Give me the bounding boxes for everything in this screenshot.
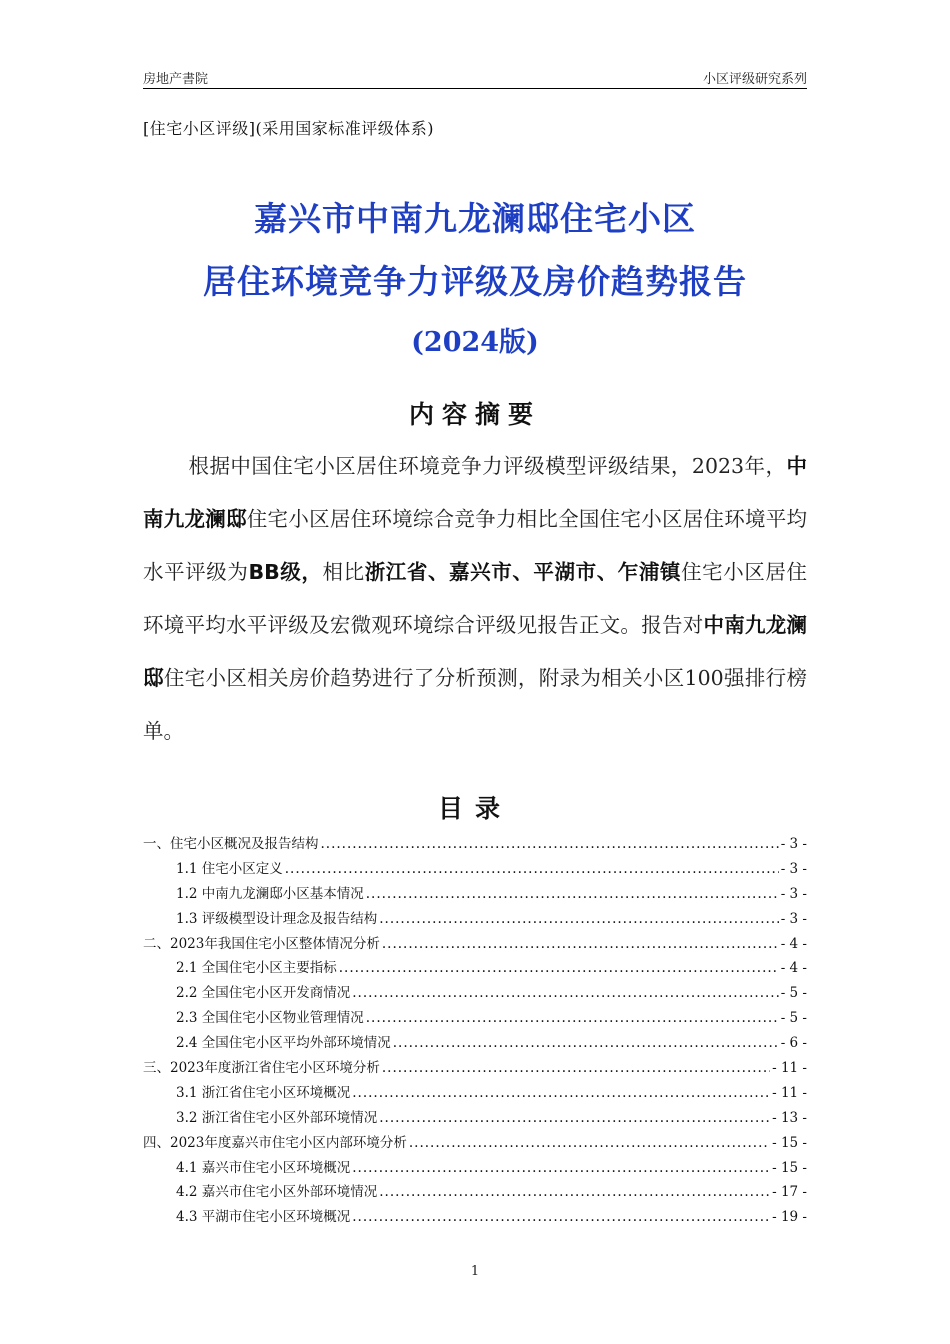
- toc-entry[interactable]: [143, 932, 807, 957]
- toc-entry-label: 4.3 平湖市住宅小区环境概况: [176, 1209, 351, 1226]
- toc-entry[interactable]: [143, 1081, 807, 1106]
- toc-leader-dots: [352, 1085, 770, 1101]
- toc-leader-dots: [379, 911, 778, 927]
- toc-entry[interactable]: [143, 1156, 807, 1181]
- toc-leader-dots: [379, 1110, 770, 1126]
- toc-entry-page: - 17 -: [772, 1184, 807, 1201]
- toc-entry-page: - 19 -: [772, 1209, 807, 1226]
- toc-entry-label: 四、2023年度嘉兴市住宅小区内部环境分析: [143, 1134, 407, 1151]
- header-publisher: 房地产書院: [143, 72, 209, 87]
- toc-entry-page: - 15 -: [772, 1159, 807, 1176]
- toc-leader-dots: [352, 1160, 770, 1176]
- toc-entry[interactable]: [143, 832, 807, 857]
- toc-entry-label: 2.4 全国住宅小区平均外部环境情况: [176, 1035, 391, 1052]
- toc-entry-page: - 3 -: [780, 836, 807, 852]
- toc-entry-page: - 3 -: [780, 885, 807, 902]
- abstract-text-5: 住宅小区相关房价趋势进行了分析预测，附录为相关小区100强排行榜单。: [143, 666, 808, 743]
- toc-entry-page: - 5 -: [780, 985, 807, 1002]
- page-header: [143, 66, 807, 89]
- abstract-paragraph: [143, 440, 807, 758]
- toc-entry[interactable]: [143, 956, 807, 981]
- report-title-line2: 居住环境竞争力评级及房价趋势报告: [203, 262, 747, 301]
- toc-entry-page: - 11 -: [772, 1084, 807, 1101]
- toc-entry[interactable]: [143, 1131, 807, 1156]
- toc-entry-page: - 4 -: [780, 960, 807, 977]
- toc-entry-page: - 15 -: [772, 1134, 807, 1151]
- toc-leader-dots: [366, 1010, 779, 1026]
- toc-entry-page: - 3 -: [780, 860, 807, 877]
- toc-entry-label: 2.2 全国住宅小区开发商情况: [176, 985, 351, 1002]
- abstract-text-1: 根据中国住宅小区居住环境竞争力评级模型评级结果，2023年，: [188, 454, 787, 478]
- toc-entry[interactable]: [143, 1056, 807, 1081]
- toc-leader-dots: [285, 861, 779, 877]
- toc-entry-page: - 13 -: [772, 1109, 807, 1126]
- toc-entry-page: - 4 -: [780, 935, 807, 952]
- toc-entry-label: 一、住宅小区概况及报告结构: [143, 836, 319, 852]
- toc-leader-dots: [379, 1184, 770, 1200]
- toc-leader-dots: [382, 936, 779, 952]
- toc-entry-label: 4.1 嘉兴市住宅小区环境概况: [176, 1159, 351, 1176]
- toc-entry-page: - 11 -: [772, 1060, 807, 1077]
- toc-leader-dots: [393, 1035, 779, 1051]
- toc-entry[interactable]: [143, 857, 807, 882]
- toc-entry[interactable]: [143, 1006, 807, 1031]
- abstract-heading: 内容摘要: [408, 400, 541, 429]
- toc-entry[interactable]: [143, 1106, 807, 1131]
- abstract-text-2: 住宅小区居住环境综合竞争力相比全国住宅小区居住环境平均水平评级为: [143, 507, 808, 584]
- abstract-bold-community-2: 中南九龙澜邸: [143, 613, 808, 690]
- toc-entry[interactable]: [143, 1180, 807, 1205]
- toc-entry[interactable]: [143, 1205, 807, 1230]
- report-edition: (2024版): [411, 327, 539, 358]
- toc-leader-dots: [321, 836, 779, 852]
- toc-entry-label: 1.3 评级模型设计理念及报告结构: [176, 910, 378, 927]
- toc-entry[interactable]: [143, 907, 807, 932]
- toc-entry-page: - 3 -: [780, 910, 807, 927]
- abstract-bold-rating: BB级，: [248, 560, 323, 584]
- report-title-line1: 嘉兴市中南九龙澜邸住宅小区: [254, 199, 696, 238]
- toc-entry-label: 1.1 住宅小区定义: [176, 860, 283, 877]
- toc-entry[interactable]: [143, 1031, 807, 1056]
- toc-entry-label: 3.1 浙江省住宅小区环境概况: [176, 1084, 351, 1101]
- toc-leader-dots: [352, 985, 778, 1001]
- toc-leader-dots: [382, 1060, 770, 1076]
- toc-leader-dots: [352, 1209, 770, 1225]
- table-of-contents: [143, 832, 807, 1230]
- toc-entry-page: - 5 -: [780, 1010, 807, 1027]
- abstract-bold-community-1: 中南九龙澜邸: [143, 454, 807, 531]
- page-number: 1: [470, 1264, 480, 1279]
- toc-entry-label: 三、2023年度浙江省住宅小区环境分析: [143, 1060, 380, 1077]
- toc-heading: 目录: [437, 794, 512, 823]
- toc-entry-label: 1.2 中南九龙澜邸小区基本情况: [176, 885, 364, 902]
- toc-entry-label: 2.3 全国住宅小区物业管理情况: [176, 1010, 364, 1027]
- toc-leader-dots: [366, 886, 779, 902]
- toc-leader-dots: [409, 1135, 770, 1151]
- toc-entry-label: 二、2023年我国住宅小区整体情况分析: [143, 935, 380, 952]
- toc-entry-label: 2.1 全国住宅小区主要指标: [176, 960, 337, 977]
- toc-entry[interactable]: [143, 981, 807, 1006]
- toc-entry[interactable]: [143, 882, 807, 907]
- abstract-text-4: 住宅小区居住环境平均水平评级及宏微观环境综合评级见报告正文。报告对: [143, 560, 808, 637]
- toc-entry-page: - 6 -: [780, 1035, 807, 1052]
- toc-entry-label: 4.2 嘉兴市住宅小区外部环境情况: [176, 1184, 378, 1201]
- report-category-tag: [住宅小区评级](采用国家标准评级体系): [143, 119, 434, 138]
- header-series: 小区评级研究系列: [702, 72, 807, 87]
- toc-entry-label: 3.2 浙江省住宅小区外部环境情况: [176, 1109, 378, 1126]
- abstract-text-3: 相比: [322, 560, 365, 584]
- toc-leader-dots: [339, 960, 779, 976]
- abstract-bold-regions: 浙江省、嘉兴市、平湖市、乍浦镇: [364, 560, 682, 584]
